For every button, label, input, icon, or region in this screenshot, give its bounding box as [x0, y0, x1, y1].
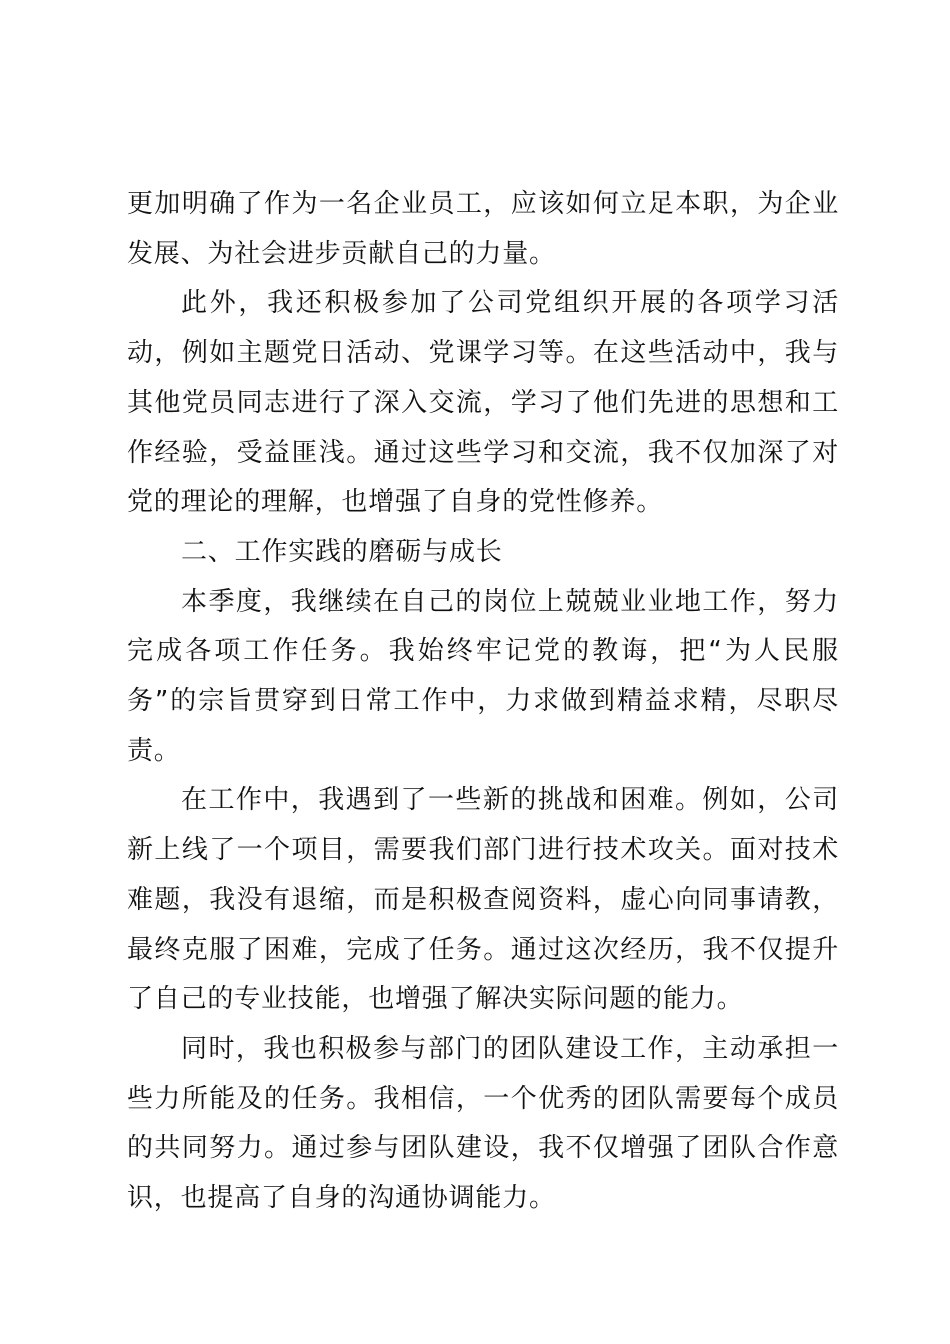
- paragraph-quarter-work: 本季度，我继续在自己的岗位上兢兢业业地工作，努力完成各项工作任务。我始终牢记党的教诲，把“为人民服务”的宗旨贯穿到日常工作中，力求做到精益求精，尽职尽责。: [127, 586, 839, 766]
- section-heading-work-practice: 二、工作实践的磨砺与成长: [181, 536, 503, 567]
- document-body: [127, 180, 839, 1224]
- paragraph-team-building: 同时，我也积极参与部门的团队建设工作，主动承担一些力所能及的任务。我相信，一个优秀的团队需要每个成员的共同努力。通过参与团队建设，我不仅增强了团队合作意识，也提高了自身的沟通协调能力。: [127, 1033, 839, 1214]
- paragraph-study-activities: 此外，我还积极参加了公司党组织开展的各项学习活动，例如主题党日活动、党课学习等。在这些活动中，我与其他党员同志进行了深入交流，学习了他们先进的思想和工作经验，受益匪浅。通过这些学习和交流，我不仅加深了对党的理论的理解，也增强了自身的党性修养。: [127, 288, 839, 518]
- paragraph-continuation: 更加明确了作为一名企业员工，应该如何立足本职，为企业发展、为社会进步贡献自己的力量。: [127, 189, 839, 269]
- paragraph-challenges: 在工作中，我遇到了一些新的挑战和困难。例如，公司新上线了一个项目，需要我们部门进行技术攻关。面对技术难题，我没有退缩，而是积极查阅资料，虚心向同事请教，最终克服了困难，完成了任务。通过这次经历，我不仅提升了自己的专业技能，也增强了解决实际问题的能力。: [127, 785, 839, 1015]
